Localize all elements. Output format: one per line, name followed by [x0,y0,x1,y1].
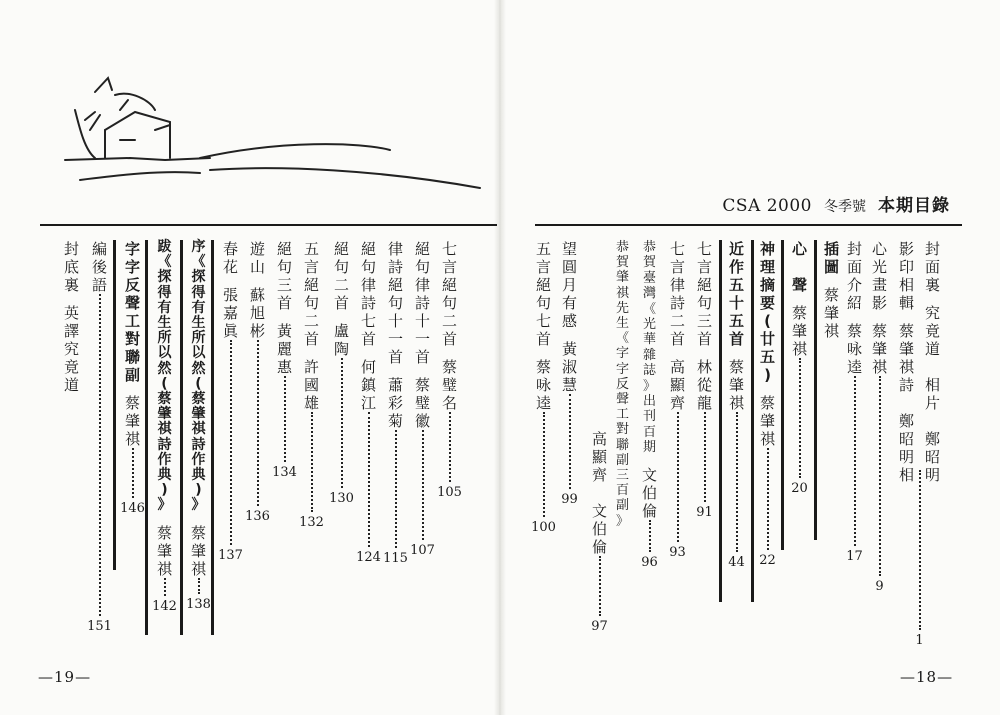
toc-entry[interactable] [895,240,918,484]
entry-page: 142 [152,598,177,614]
entry-author: 蔡 肇 祺 [728,358,744,412]
entry-author: 許 國 雄 [303,358,319,412]
entry-author: 究 竟 道 相 片 鄭 昭 明 [924,304,940,484]
entry-title: 封 面 介 紹 [846,240,862,312]
entry-page: 105 [437,485,462,500]
entry-page: 137 [218,548,243,563]
entry-page: 100 [531,520,556,535]
entry-page: 138 [186,596,211,612]
toc-entry[interactable] [868,240,891,594]
toc-entry[interactable] [300,240,323,530]
entry-page: 99 [561,492,578,507]
entry-author: 林 從 龍 [696,358,712,412]
toc-entry[interactable] [330,240,353,506]
entry-title: 五 言 絕 句 二 首 [303,240,319,348]
entry-author: 高 顯 齊 [669,358,685,412]
dot-leader [543,412,545,517]
toc-entry[interactable] [558,240,581,507]
entry-page: 96 [641,554,658,570]
section-bar [211,240,214,635]
section-bar [145,240,148,635]
entry-page: 1 [915,633,924,648]
entry-page: 17 [846,549,863,564]
toc-entry[interactable] [153,240,176,614]
entry-page: 130 [329,491,354,506]
entry-page: 20 [791,481,808,496]
entry-title: 影 印 相 輯 [898,240,914,312]
dot-leader [736,412,738,552]
section-bar [113,240,116,570]
entry-author: 黃 麗 惠 [276,322,292,376]
dot-leader [132,448,134,498]
entry-page: 9 [875,579,884,594]
entry-page: 115 [383,551,408,566]
dot-leader [284,376,286,462]
toc-entry[interactable] [219,240,242,563]
toc-entry[interactable] [788,240,811,496]
dot-leader [569,394,571,489]
entry-title: 七 言 律 詩 二 首 [669,240,685,348]
entry-page: 107 [410,543,435,558]
issue-code: CSA 2000 [722,196,812,216]
dot-leader [854,376,856,546]
entry-title: 跋 《 探 得 有 生 所 以 然 ( 蔡 肇 祺 詩 作 典 ) 》 [157,239,172,514]
entry-page: 151 [87,619,112,634]
dot-leader [449,412,451,482]
toc-entry[interactable] [725,240,748,570]
entry-title: 神 理 摘 要 ( 廿 五 ) [759,240,775,384]
issue-title: 本期目錄 [878,196,950,216]
toc-entry[interactable] [438,240,461,500]
dot-leader [230,340,232,545]
toc-entry[interactable] [60,240,83,394]
entry-author: 蔡 肇 祺 [124,394,140,448]
entry-author: 文 伯 倫 [641,465,657,520]
entry-author: 蔡 肇 祺 [823,286,839,340]
entry-page: 91 [696,505,713,520]
entry-author: 盧 陶 [333,322,349,358]
entry-title: 恭 賀 臺 灣 《 光 華 雜 誌 》 出 刊 百 期 [642,240,656,456]
dot-leader [257,340,259,506]
toc-entry[interactable] [843,240,866,564]
entry-page: 44 [728,555,745,570]
section-bar [719,240,722,602]
entry-author: 蔡 肇 祺 詩 鄭 昭 明 相 [898,322,914,484]
toc-entry[interactable] [88,240,111,634]
entry-page: 97 [591,619,608,634]
toc-entry[interactable] [921,240,944,484]
entry-author: 蔡 肇 祺 [190,523,206,578]
entry-title: 編 後 語 [91,240,107,294]
toc-entry[interactable] [638,240,661,570]
entry-author: 英 譯 究 竟 道 [63,304,79,394]
left-page [0,0,497,715]
entry-title: 字 字 反 聲 工 對 聯 副 [124,240,140,384]
entry-title: 絕 句 三 首 [276,240,292,312]
toc-entry[interactable] [273,240,296,480]
entry-page: 22 [759,553,776,568]
entry-title: 封 面 裏 [924,240,940,294]
dot-leader [704,412,706,502]
dot-leader [422,430,424,540]
issue-header [722,191,950,216]
header-rule-right [535,224,962,226]
entry-author: 蔡 咏 逵 [535,358,551,412]
entry-title: 望 圓 月 有 感 [561,240,577,330]
toc-entry[interactable] [666,240,689,560]
entry-author: 張 嘉 眞 [222,286,238,340]
entry-title: 七 言 絕 句 二 首 [441,240,457,348]
toc-entry[interactable] [411,240,434,558]
entry-title: 絕 句 二 首 [333,240,349,312]
entry-author: 蔡 璧 名 [441,358,457,412]
entry-title: 心 聲 [791,240,807,294]
toc-entry[interactable] [532,240,555,535]
entry-page: 134 [272,465,297,480]
entry-author: 黃 淑 慧 [561,340,577,394]
header-rule-left [40,224,497,226]
entry-author: 蔡 璧 徽 [414,376,430,430]
dot-leader [341,358,343,488]
issue-season: 冬季號 [824,199,866,215]
entry-title: 序 《 探 得 有 生 所 以 然 ( 蔡 肇 祺 詩 作 典 ) 》 [191,239,206,514]
dot-leader [164,578,166,596]
entry-page: 146 [120,501,145,516]
entry-author: 蔡 咏 逵 [846,322,862,376]
toc-entry[interactable] [384,240,407,566]
toc-entry[interactable] [357,240,380,565]
dot-leader [395,430,397,548]
section-bar [781,240,784,550]
entry-page: 124 [356,550,381,565]
dot-leader [919,470,921,630]
dot-leader [311,412,313,512]
entry-title: 春 花 [222,240,238,276]
toc-leader [908,470,931,648]
entry-author: 蔡 肇 祺 [871,322,887,376]
dot-leader [879,376,881,576]
entry-author: 蘇 旭 彬 [249,286,265,340]
toc-entry-authors[interactable] [588,430,611,634]
entry-page: 136 [245,509,270,524]
toc-entry[interactable] [121,240,144,516]
entry-page: 93 [669,545,686,560]
entry-title: 絕 句 律 詩 七 首 [360,240,376,348]
sketch-drawing [60,70,500,200]
entry-title: 心 光 畫 影 [871,240,887,312]
toc-entry[interactable] [246,240,269,524]
dot-leader [599,556,601,616]
entry-title: 七 言 絕 句 三 首 [696,240,712,348]
page-number-left: —19— [38,668,92,686]
entry-title: 封 底 裏 [63,240,79,294]
dot-leader [368,412,370,547]
entry-title: 遊 山 [249,240,265,276]
toc-entry[interactable] [756,240,779,568]
section-bar [751,240,754,602]
entry-title: 絕 句 律 詩 十 一 首 [414,240,430,366]
dot-leader [99,294,101,616]
entry-author: 蕭 彩 菊 [387,376,403,430]
entry-author: 蔡 肇 祺 [759,394,775,448]
entry-title: 插 圖 [823,240,839,276]
entry-author: 高 顯 齊 文 伯 倫 [591,430,607,556]
toc-entry[interactable] [611,240,634,529]
entry-title: 五 言 絕 句 七 首 [535,240,551,348]
entry-author: 蔡 肇 祺 [791,304,807,358]
entry-title: 律 詩 絕 句 十 一 首 [387,240,403,366]
section-bar [180,240,183,635]
dot-leader [198,578,200,594]
entry-title: 恭 賀 肇 祺 先 生 《 字 字 反 聲 工 對 聯 副 三 百 副 》 [615,240,629,529]
toc-entry[interactable] [693,240,716,520]
dot-leader [767,448,769,550]
entry-author: 蔡 肇 祺 [156,523,172,578]
dot-leader [649,520,651,552]
toc-entry[interactable] [187,240,210,612]
page-number-right: —18— [900,668,954,686]
entry-author: 何 鎮 江 [360,358,376,412]
entry-title: 近 作 五 十 五 首 [728,240,744,348]
dot-leader [677,412,679,542]
entry-page: 132 [299,515,324,530]
toc-entry[interactable] [820,240,843,340]
section-bar [814,240,817,540]
dot-leader [799,358,801,478]
